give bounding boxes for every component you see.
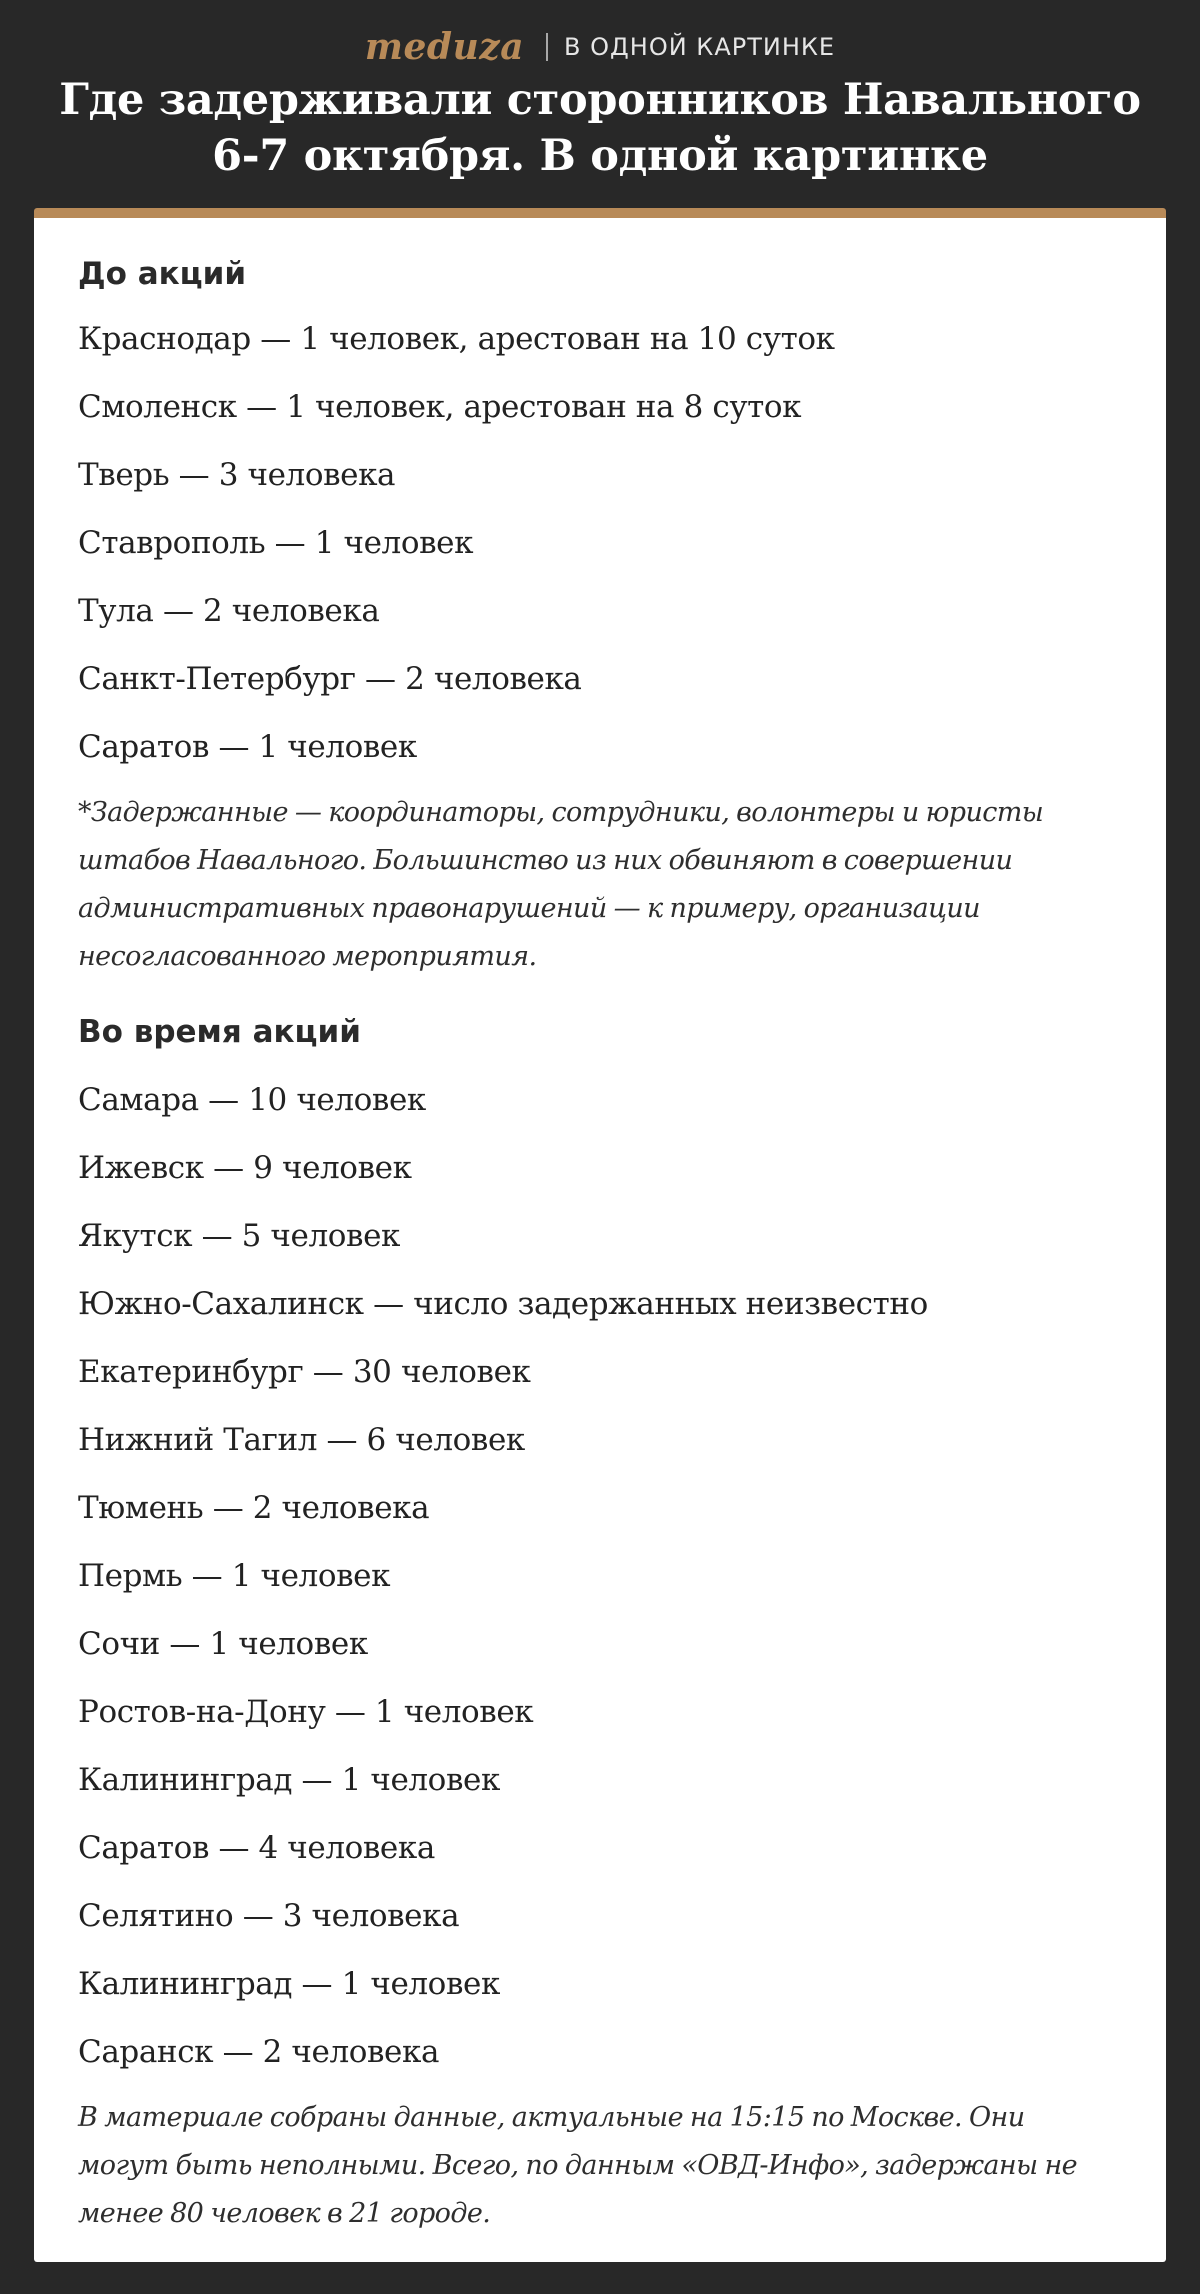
section-label[interactable]: В ОДНОЙ КАРТИНКЕ bbox=[564, 33, 836, 61]
list-item: Пермь — 1 человек bbox=[78, 1558, 391, 1594]
list-item: Тула — 2 человека bbox=[78, 593, 380, 629]
list-item: Якутск — 5 человек bbox=[78, 1218, 400, 1254]
section-heading-before: До акций bbox=[78, 256, 247, 292]
list-item: Нижний Тагил — 6 человек bbox=[78, 1422, 525, 1458]
list-item: Сочи — 1 человек bbox=[78, 1626, 368, 1662]
brand-row bbox=[0, 24, 1200, 70]
card-content bbox=[78, 218, 1138, 2238]
list-item: Калининград — 1 человек bbox=[78, 1762, 500, 1798]
list-item: Санкт-Петербург — 2 человека bbox=[78, 661, 582, 697]
footnote-before: *Задержанные — координаторы, сотрудники, волонтеры и юристы штабов Навального. Большинство из них обвиняют в совершении административных правонарушений — к примеру, организации несогласованного мероприятия. bbox=[78, 797, 1044, 972]
list-item: Ижевск — 9 человек bbox=[78, 1150, 412, 1186]
meduza-logo[interactable]: meduza bbox=[364, 26, 525, 68]
list-item: Тверь — 3 человека bbox=[78, 457, 396, 493]
list-item: Селятино — 3 человека bbox=[78, 1898, 460, 1934]
during-list bbox=[78, 1066, 1138, 2086]
footnote-during: В материале собраны данные, актуальные на 15:15 по Москве. Они могут быть неполными. Всего, по данным «ОВД-Инфо», задержаны не менее 80 человек в 21 городе. bbox=[78, 2102, 1078, 2229]
list-item: Смоленск — 1 человек, арестован на 8 суток bbox=[78, 389, 802, 425]
list-item: Саранск — 2 человека bbox=[78, 2034, 440, 2070]
list-item: Екатеринбург — 30 человек bbox=[78, 1354, 531, 1390]
list-item: Саратов — 4 человека bbox=[78, 1830, 435, 1866]
section-heading-during: Во время акций bbox=[78, 1014, 361, 1050]
before-list bbox=[78, 305, 1138, 781]
list-item: Самара — 10 человек bbox=[78, 1082, 426, 1118]
list-item: Южно-Сахалинск — число задержанных неизвестно bbox=[78, 1286, 928, 1322]
header bbox=[0, 0, 1200, 206]
page-title: Где задерживали сторонников Навального 6-7 октября. В одной картинке bbox=[59, 75, 1141, 181]
list-item: Ставрополь — 1 человек bbox=[78, 525, 474, 561]
list-item: Калининград — 1 человек bbox=[78, 1966, 500, 2002]
brand-divider bbox=[546, 33, 548, 61]
list-item: Ростов-на-Дону — 1 человек bbox=[78, 1694, 534, 1730]
content-card bbox=[34, 208, 1166, 2262]
list-item: Краснодар — 1 человек, арестован на 10 суток bbox=[78, 321, 835, 357]
list-item: Тюмень — 2 человека bbox=[78, 1490, 430, 1526]
list-item: Саратов — 1 человек bbox=[78, 729, 417, 765]
